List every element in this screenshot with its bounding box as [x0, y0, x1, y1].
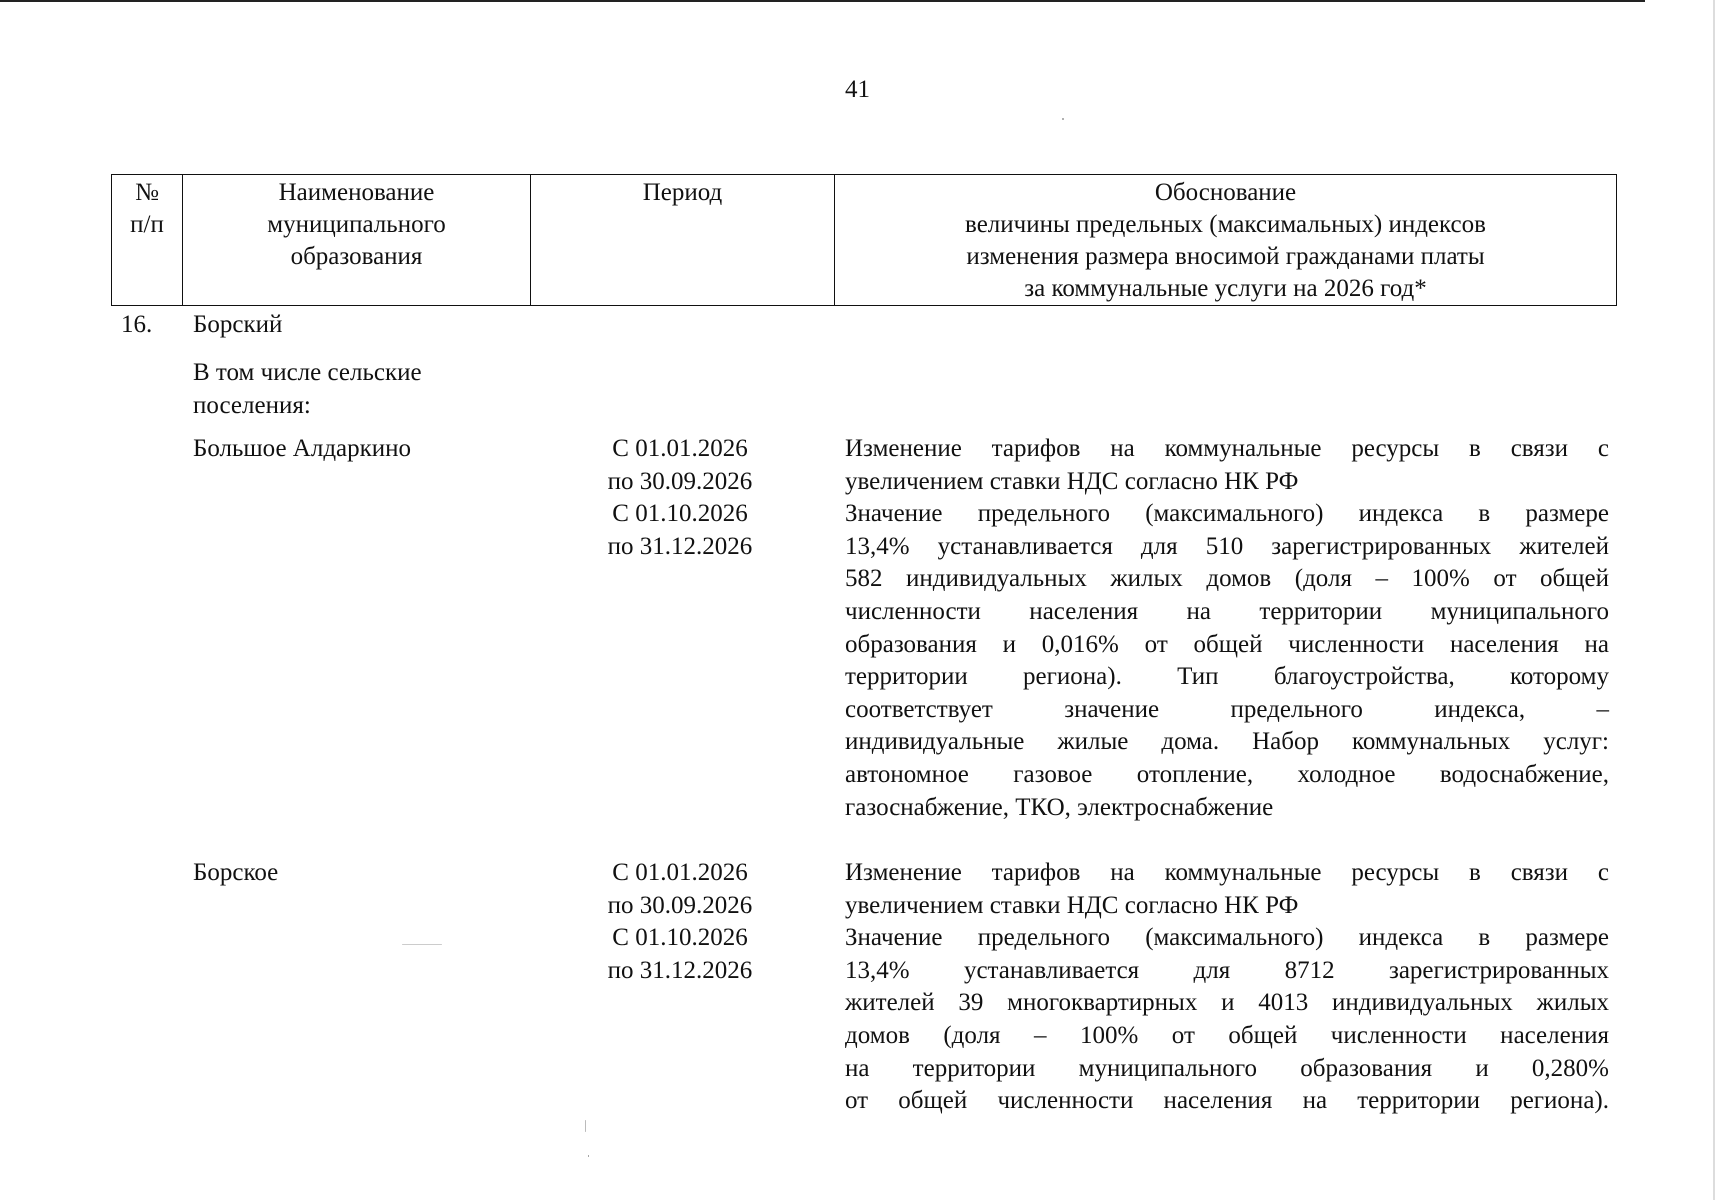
header-number-col — [112, 175, 183, 306]
header-text: образования — [290, 243, 423, 270]
header-period-col — [531, 175, 835, 306]
justification-line: жителей 39 многоквартирных и 4013 индивидуальных жилых — [845, 989, 1609, 1017]
justification-line: Значение предельного (максимального) индекса в размере — [845, 500, 1609, 528]
subtitle-line: В том числе сельские — [193, 359, 422, 386]
header-text: изменения размера вносимой гражданами платы — [966, 243, 1485, 270]
header-text: Наименование — [278, 179, 435, 206]
justification-line: численности населения на территории муниципального — [845, 597, 1609, 625]
scan-speck — [585, 1120, 586, 1132]
period-line: С 01.10.2026 — [612, 500, 748, 528]
justification-line: образования и 0,016% от общей численности населения на — [845, 630, 1609, 658]
header-text: величины предельных (максимальных) индексов — [965, 211, 1486, 238]
justification-line: Значение предельного (максимального) индекса в размере — [845, 924, 1609, 952]
justification-line: Изменение тарифов на коммунальные ресурсы в связи с — [845, 859, 1609, 886]
header-text: Обоснование — [1154, 179, 1297, 206]
district-subtitle — [193, 357, 422, 422]
subtitle-line: поселения: — [193, 391, 311, 419]
justification-line: Изменение тарифов на коммунальные ресурсы в связи с — [845, 435, 1609, 462]
period-line: по 30.09.2026 — [607, 467, 753, 495]
period-line: по 31.12.2026 — [607, 532, 753, 560]
justification-line: 13,4% устанавливается для 8712 зарегистрированных — [845, 956, 1609, 984]
period-line: С 01.01.2026 — [612, 435, 748, 462]
justification-line: автономное газовое отопление, холодное водоснабжение, — [845, 760, 1609, 788]
header-text: за коммунальные услуги на 2026 год* — [1024, 275, 1427, 302]
justification-line: увеличением ставки НДС согласно НК РФ — [845, 891, 1299, 919]
header-municipality-col — [183, 175, 531, 306]
entry-justification — [845, 857, 1609, 1118]
justification-line: газоснабжение, ТКО, электроснабжение — [845, 793, 1274, 821]
district-name: Борский — [193, 311, 283, 338]
entry-name: Борское — [193, 859, 279, 886]
scan-speck — [588, 1155, 589, 1157]
justification-line: соответствует значение предельного индекса, – — [845, 695, 1609, 723]
entry-period — [585, 857, 775, 987]
period-line: С 01.10.2026 — [612, 924, 748, 952]
scan-speck — [1062, 118, 1064, 120]
period-line: по 30.09.2026 — [607, 891, 753, 919]
entry-period — [585, 433, 775, 563]
header-text: Период — [642, 179, 723, 206]
page-number: 41 — [845, 76, 870, 103]
header-text: № — [135, 179, 159, 206]
table-header — [111, 174, 1617, 306]
justification-line: увеличением ставки НДС согласно НК РФ — [845, 467, 1299, 495]
period-line: С 01.01.2026 — [612, 859, 748, 886]
header-justification-col — [835, 175, 1617, 306]
justification-line: на территории муниципального образования и 0,280% — [845, 1054, 1609, 1082]
scan-speck — [402, 944, 442, 945]
entry-justification — [845, 433, 1609, 824]
district-number: 16. — [121, 311, 153, 338]
entry-name: Большое Алдаркино — [193, 435, 412, 462]
period-line: по 31.12.2026 — [607, 956, 753, 984]
justification-line: 582 индивидуальных жилых домов (доля – 100% от общей — [845, 565, 1609, 593]
justification-line: территории региона). Тип благоустройства, которому — [845, 663, 1609, 691]
justification-line: 13,4% устанавливается для 510 зарегистрированных жителей — [845, 532, 1609, 560]
header-text: п/п — [130, 211, 164, 238]
justification-line: домов (доля – 100% от общей численности населения — [845, 1021, 1609, 1049]
justification-line: индивидуальные жилые дома. Набор коммунальных услуг: — [845, 728, 1609, 756]
page-top-edge — [0, 0, 1645, 2]
justification-line: от общей численности населения на территории региона). — [845, 1087, 1609, 1115]
header-text: муниципального — [267, 211, 446, 238]
